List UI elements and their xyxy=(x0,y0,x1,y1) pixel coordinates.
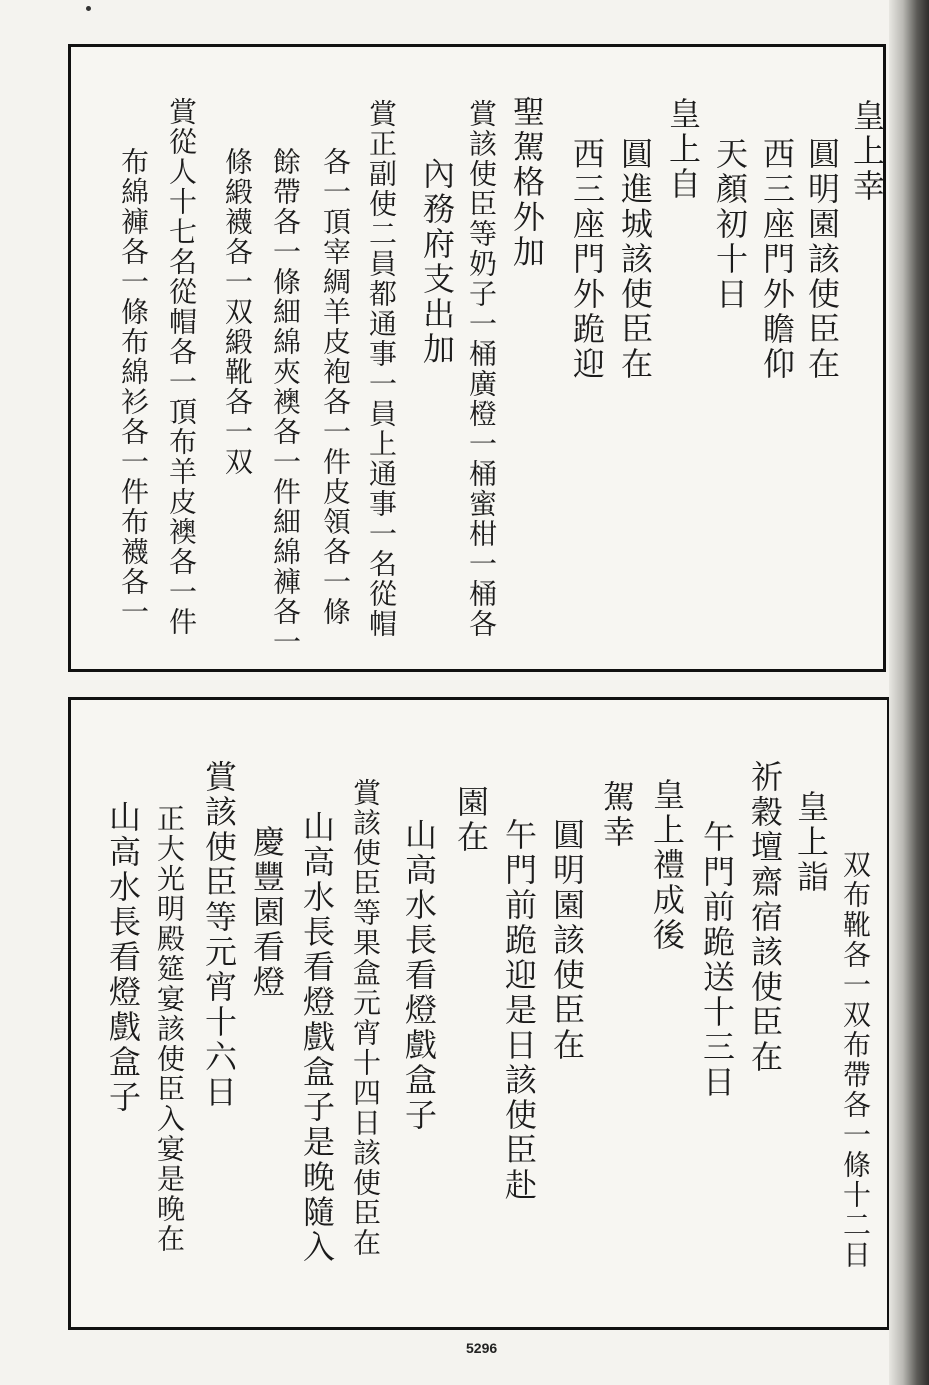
text-column: 皇上禮成後 xyxy=(648,778,686,953)
text-column: 正大光明殿筵宴該使臣入宴是晚在 xyxy=(153,804,186,1254)
top-text-panel xyxy=(68,44,886,672)
text-column: 西三座門外瞻仰 xyxy=(758,137,796,382)
text-column: 皇上自 xyxy=(664,97,702,202)
text-column: 圓明園該使臣在 xyxy=(803,137,841,382)
ink-dot xyxy=(86,6,91,11)
text-column: 園在 xyxy=(452,785,490,855)
text-column: 山高水長看燈戲盒子 xyxy=(400,818,438,1133)
text-column: 天顏初十日 xyxy=(711,137,749,312)
text-column: 山高水長看燈戲盒子是晚隨入 xyxy=(298,810,336,1265)
text-column: 西三座門外跪迎 xyxy=(568,137,606,382)
text-column: 駕幸 xyxy=(598,780,636,850)
text-column: 賞正副使二員都通事一員上通事一名從帽 xyxy=(365,99,398,639)
text-column: 布綿褲各一條布綿衫各一件布襪各一 xyxy=(117,147,150,627)
bottom-text-panel xyxy=(68,697,890,1330)
text-column: 皇上幸 xyxy=(848,99,886,204)
text-column: 賞該使臣等元宵十六日 xyxy=(200,760,238,1110)
text-column: 賞該使臣等果盒元宵十四日該使臣在 xyxy=(349,778,382,1258)
text-column: 午門前跪迎是日該使臣赴 xyxy=(500,818,538,1203)
text-column: 双布靴各一双布帶各一條十二日 xyxy=(839,850,872,1270)
text-column: 內務府支出加 xyxy=(418,157,456,367)
page-number: 5296 xyxy=(466,1340,498,1356)
text-column: 圓明園該使臣在 xyxy=(548,818,586,1063)
text-column: 山高水長看燈戲盒子 xyxy=(104,800,142,1115)
text-column: 賞從人十七名從帽各一頂布羊皮襖各一件 xyxy=(165,97,198,637)
text-column: 賞該使臣等奶子一桶廣橙一桶蜜柑一桶各 xyxy=(465,99,498,639)
book-spine-edge xyxy=(889,0,929,1385)
text-column: 午門前跪送十三日 xyxy=(698,820,736,1100)
text-column: 皇上詣 xyxy=(792,790,830,895)
text-column: 各一頂宰綢羊皮袍各一件皮領各一條 xyxy=(319,147,352,627)
text-column: 餘帶各一條細綿夾襖各一件細綿褲各一 xyxy=(269,147,302,657)
text-column: 慶豐園看燈 xyxy=(248,825,286,1000)
text-column: 聖駕格外加 xyxy=(508,95,546,270)
text-column: 祈穀壇齋宿該使臣在 xyxy=(746,760,784,1075)
text-column: 圓進城該使臣在 xyxy=(616,137,654,382)
text-column: 條緞襪各一双緞靴各一双 xyxy=(221,147,254,477)
